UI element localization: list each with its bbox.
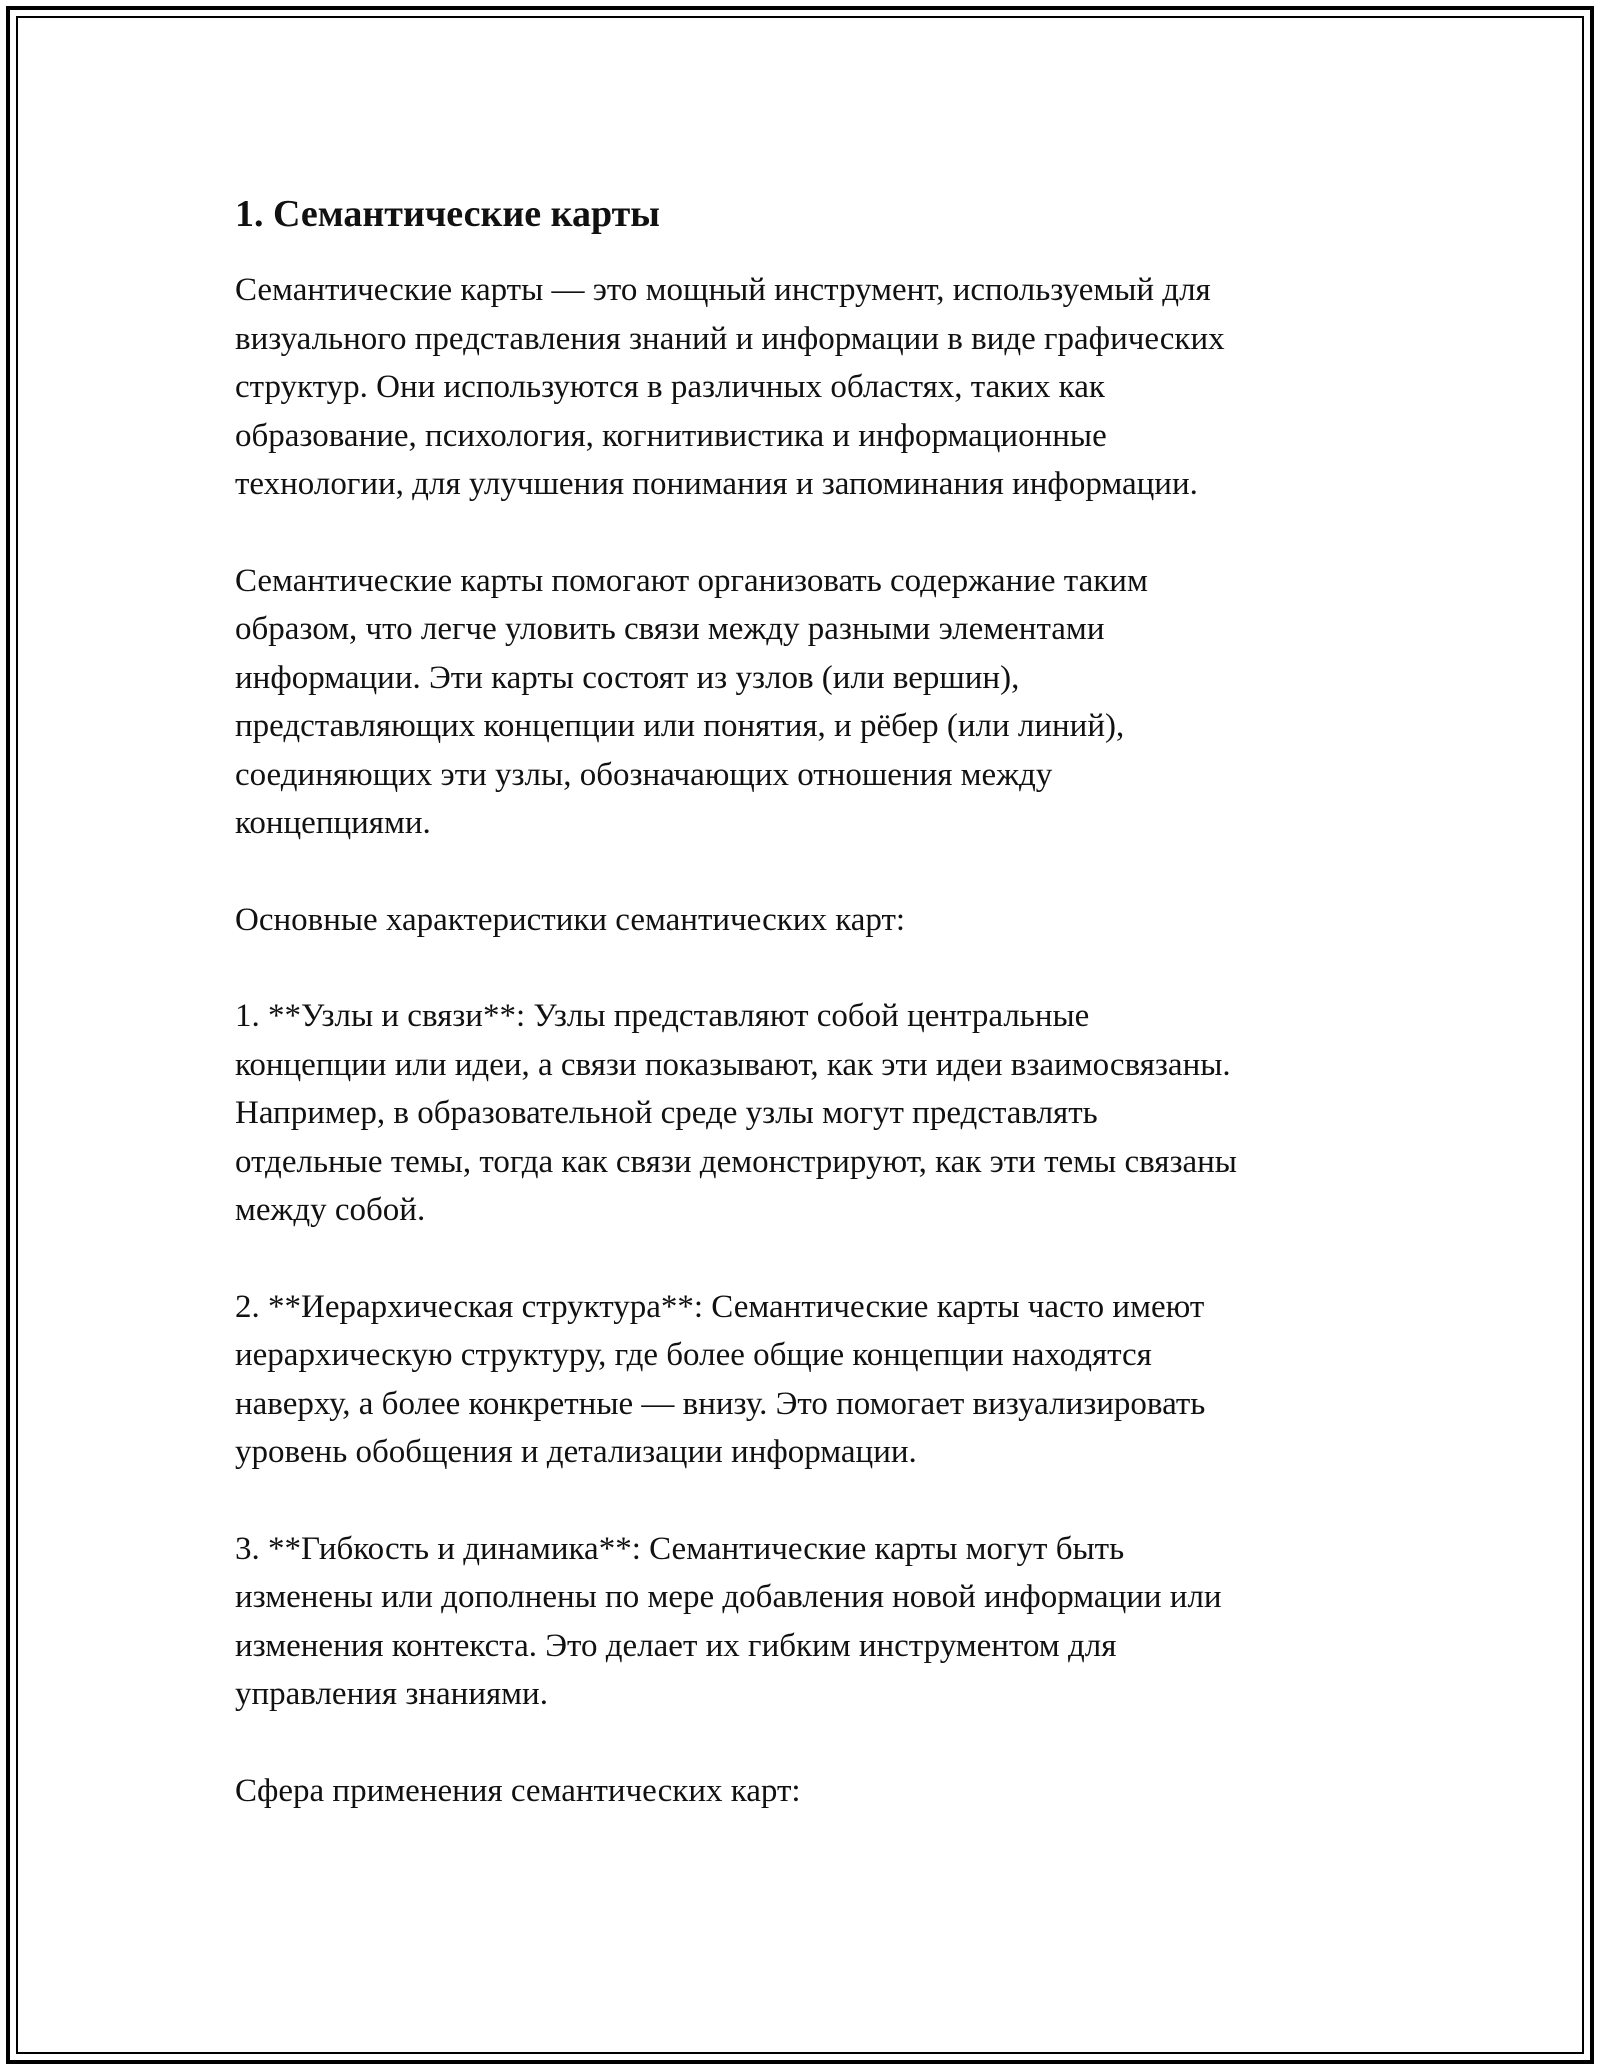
list-item-flexibility: 3. **Гибкость и динамика**: Семантические карты могут быть изменены или дополнены по мере добавления новой информации или изменения контекста. Это делает их гибким инструментом для управления знаниями.: [235, 1530, 1222, 1712]
paragraph-applications-heading: Сфера применения семантических карт:: [235, 1772, 801, 1809]
paragraph-structure: Семантические карты помогают организовать содержание таким образом, что легче уловить связи между разными элементами информации. Эти карты состоят из узлов (или вершин), представляющих концепции или понятия, и рёбер (или линий), соединяющих эти узлы, обозначающих отношения между концепциями.: [235, 562, 1148, 841]
list-item-hierarchy: 2. **Иерархическая структура**: Семантические карты часто имеют иерархическую структуру, где более общие концепции находятся наверху, а более конкретные — внизу. Это помогает визуализировать уровень обобщения и детализации информации.: [235, 1288, 1206, 1470]
document-body: [235, 188, 1385, 1863]
list-item-nodes-links: 1. **Узлы и связи**: Узлы представляют собой центральные концепции или идеи, а связи показывают, как эти идеи взаимосвязаны. Например, в образовательной среде узлы могут представлять отдельные темы, тогда как связи демонстрируют, как эти темы связаны между собой.: [235, 998, 1237, 1228]
section-heading: 1. Семантические карты: [235, 193, 660, 235]
paragraph-intro: Семантические карты — это мощный инструмент, используемый для визуального представления знаний и информации в виде графических структур. Они используются в различных областях, таких как образование, психология, когнитивистика и информационные технологии, для улучшения понимания и запоминания информации.: [235, 272, 1225, 502]
paragraph-characteristics-heading: Основные характеристики семантических карт:: [235, 901, 906, 938]
